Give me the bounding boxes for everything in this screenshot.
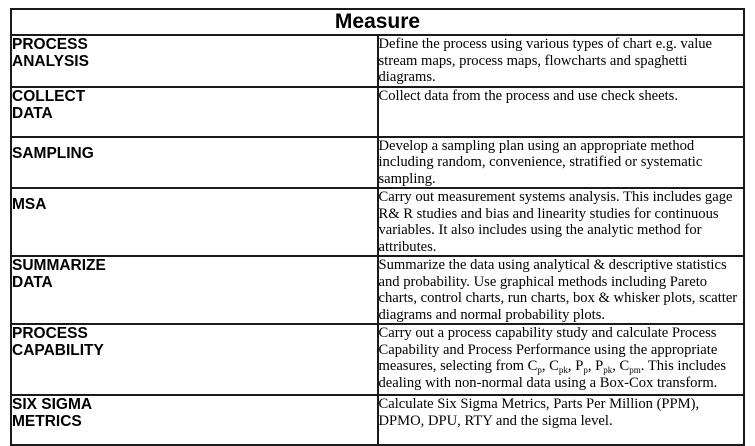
- table-row: [11, 137, 744, 189]
- label-line: DATA: [12, 104, 53, 122]
- measure-table: [10, 8, 745, 446]
- row-label-msa: [11, 188, 378, 256]
- row-label-sampling: [11, 137, 378, 189]
- table-header-row: [11, 9, 744, 35]
- row-description-msa: Carry out measurement systems analysis. This includes gage R& R studies and bias and linearity studies for continuous variables. It also includes using the analytic method for attributes.: [378, 188, 745, 256]
- label-line: SAMPLING: [12, 144, 94, 162]
- label-line: COLLECT: [12, 87, 86, 105]
- row-label-process-capability: [11, 324, 378, 395]
- row-label-summarize-data: [11, 256, 378, 324]
- row-description-summarize-data: Summarize the data using analytical & descriptive statistics and probability. Use graphical methods including Pareto charts, control charts, run charts, box & whisker plots, scatter diagrams and normal probability plots.: [378, 256, 745, 324]
- table-row: [11, 87, 744, 137]
- row-label-process-analysis: [11, 35, 378, 87]
- table-row: [11, 395, 744, 445]
- row-description-six-sigma-metrics: Calculate Six Sigma Metrics, Parts Per Million (PPM), DPMO, DPU, RTY and the sigma level.: [378, 395, 745, 445]
- label-line: SIX SIGMA: [12, 396, 93, 413]
- table-row: [11, 256, 744, 324]
- label-line: CAPABILITY: [12, 342, 104, 359]
- row-description-process-capability: Carry out a process capability study and calculate Process Capability and Process Performance using the appropriate measures, selecting from $C_p$, $C_{pk}$, $P_p$, $P_{pk}$, $C_{pm}$. This includes dealing with non-normal data using a Box-Cox transform.: [378, 324, 745, 395]
- row-label-collect-data: [11, 87, 378, 137]
- table-row: [11, 324, 744, 395]
- table-row: [11, 188, 744, 256]
- table-row: [11, 35, 744, 87]
- row-description-sampling: Develop a sampling plan using an appropriate method including random, convenience, stratified or systematic sampling.: [378, 137, 745, 189]
- table-title: Measure: [11, 9, 744, 35]
- label-line: PROCESS: [12, 325, 88, 342]
- row-label-six-sigma-metrics: [11, 395, 378, 445]
- label-line: MSA: [12, 196, 47, 213]
- label-line: SUMMARIZE: [12, 257, 106, 274]
- label-line: DATA: [12, 274, 53, 291]
- label-line: ANALYSIS: [12, 53, 89, 70]
- label-line: PROCESS: [12, 36, 88, 53]
- row-description-process-analysis: Define the process using various types of chart e.g. value stream maps, process maps, flowcharts and spaghetti diagrams.: [378, 35, 745, 87]
- measure-table-container: [10, 8, 745, 446]
- row-description-collect-data: Collect data from the process and use check sheets.: [378, 87, 745, 137]
- label-line: METRICS: [12, 413, 82, 430]
